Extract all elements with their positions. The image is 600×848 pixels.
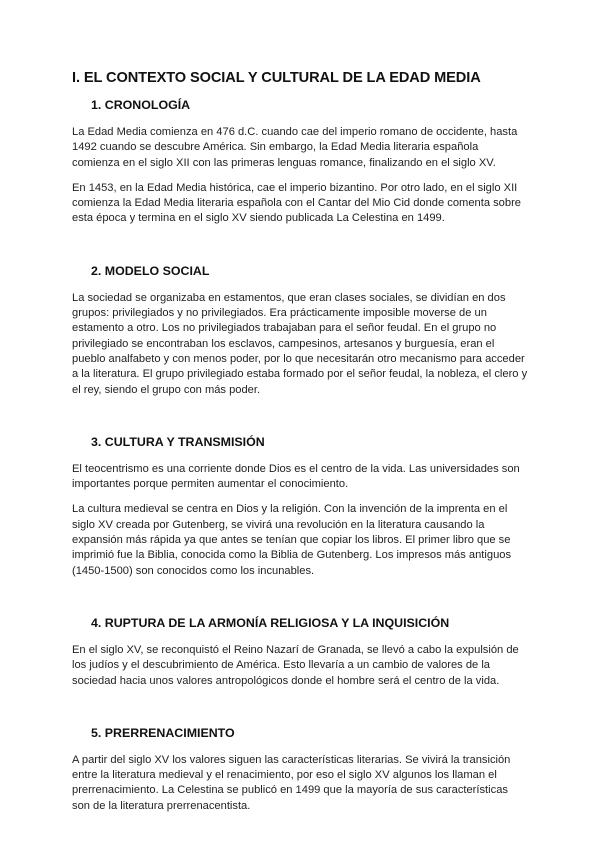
section-heading: 3. CULTURA Y TRANSMISIÓN bbox=[91, 434, 265, 449]
section-prerrenacimiento bbox=[72, 726, 528, 814]
section-ruptura-inquisicion bbox=[72, 616, 528, 689]
paragraph: En el siglo XV, se reconquistó el Reino Nazarí de Granada, se llevó a cabo la expulsión de los judíos y el descubrimiento de América. Esto llevaría a un cambio de valores de la sociedad hacia unos valores antropológicos donde el hombre será el centro de la vida. bbox=[72, 643, 519, 687]
paragraph: En 1453, en la Edad Media histórica, cae el imperio bizantino. Por otro lado, en el siglo XII comienza la Edad Media literaria española con el Cantar del Mio Cid donde comenta sobre esta época y termina en el siglo XV siendo publicada La Celestina en 1499. bbox=[72, 181, 521, 225]
section-heading: 4. RUPTURA DE LA ARMONÍA RELIGIOSA Y LA INQUISICIÓN bbox=[91, 615, 450, 630]
paragraph: La cultura medieval se centra en Dios y la religión. Con la invención de la imprenta en el siglo XV creada por Gutenberg, se vivirá una revolución en la literatura causando la expansión más rápida ya que antes se tenían que copiar los libros. El primer libro que se imprimió fue la Biblia, conocida como la Biblia de Gutenberg. Los impresos más antiguos (1450-1500) son conocidos como los incunables. bbox=[72, 503, 512, 577]
section-heading: 1. CRONOLOGÍA bbox=[91, 98, 191, 112]
section-heading: 5. PRERRENACIMIENTO bbox=[91, 725, 235, 740]
section-cultura-transmision bbox=[72, 435, 528, 579]
section-modelo-social bbox=[72, 264, 528, 398]
document-title: I. EL CONTEXTO SOCIAL Y CULTURAL DE LA EDAD MEDIA bbox=[72, 70, 481, 86]
section-cronologia bbox=[72, 98, 528, 227]
paragraph: La Edad Media comienza en 476 d.C. cuando cae del imperio romano de occidente, hasta 1492 cuando se descubre América. Sin embargo, la Edad Media literaria española comienza en el siglo XII con las primeras lenguas romance, finalizando en el siglo XV. bbox=[72, 126, 518, 169]
section-heading: 2. MODELO SOCIAL bbox=[91, 263, 210, 278]
paragraph: El teocentrismo es una corriente donde Dios es el centro de la vida. Las universidades son importantes porque permiten aumentar el conocimiento. bbox=[72, 462, 520, 491]
paragraph: A partir del siglo XV los valores siguen las características literarias. Se vivirá la transición entre la literatura medieval y el renacimiento, por eso el siglo XV algunos los llaman el prerrenacimiento. La Celestina se publicó en 1499 que la mayoría de sus características son de la literatura prerrenacentista. bbox=[72, 753, 511, 812]
paragraph: La sociedad se organizaba en estamentos, que eran clases sociales, se dividían en dos grupos: privilegiados y no privilegiados. Era prácticamente imposible moverse de un estamento a otro. Los no privilegiados trabajaban para el señor feudal. En el grupo no privilegiado se encontraban los esclavos, campesinos, artesanos y burguesía, eran el pueblo analfabeto y con menos poder, por lo que necesitarán otro mecanismo para acceder a la literatura. El grupo privilegiado estaba formado por el señor feudal, la nobleza, el clero y el rey, siendo el grupo con más poder. bbox=[72, 291, 528, 396]
